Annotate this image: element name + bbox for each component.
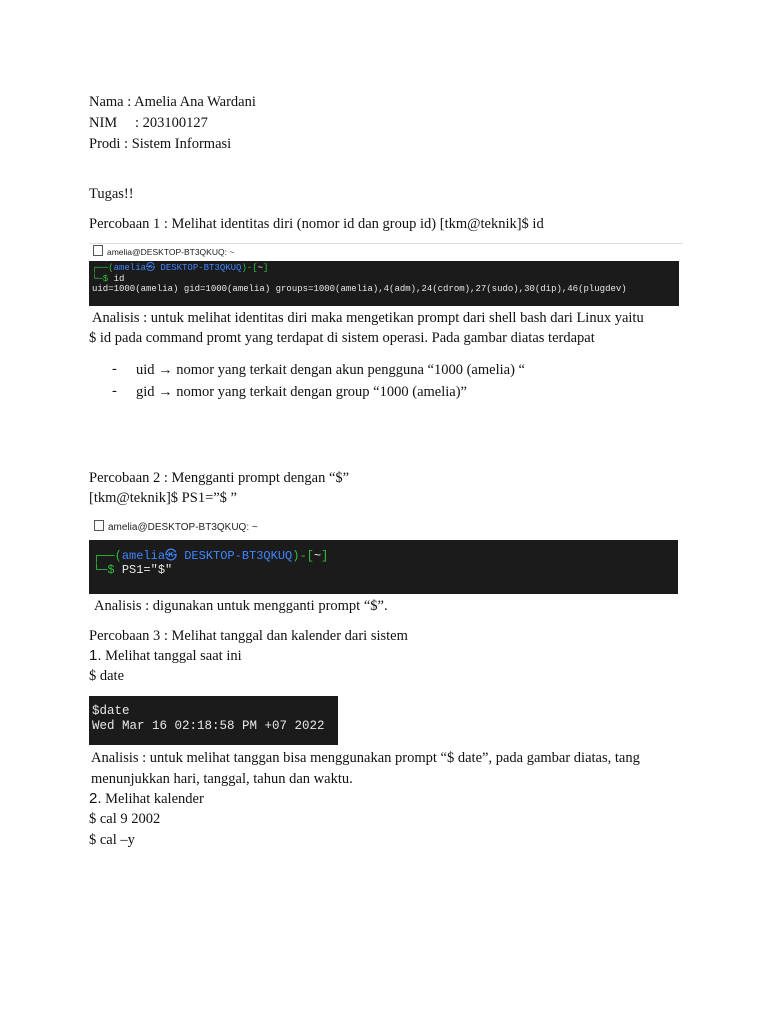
exp2-prompt-dir: ~ [313, 549, 322, 563]
exp2-term-command: PS1="$" [121, 563, 173, 577]
exp1-term-line1 [92, 263, 676, 274]
exp2-prompt-user: amelia㉿ DESKTOP-BT3QKUQ [121, 549, 293, 563]
exp1-window-titlebar [89, 243, 683, 261]
exp3-term-command: $date [92, 704, 130, 718]
exp3-step2-text: Melihat kalender [105, 791, 204, 807]
exp2-prompt-mid: )-[ [292, 549, 314, 563]
exp1-prompt-end: ] [263, 263, 269, 273]
exp2-screenshot [89, 518, 678, 594]
nim-value: : 203100127 [135, 115, 208, 131]
exp3-date-terminal [89, 696, 338, 745]
exp1-prompt-dir: ~ [257, 263, 264, 273]
exp1-term-command: id [113, 273, 125, 284]
exp3-step1-text: Melihat tanggal saat ini [105, 648, 242, 664]
exp3-step1 [89, 647, 242, 665]
terminal-window-icon [94, 520, 104, 531]
exp3-step2-command1: $ cal 9 2002 [89, 811, 161, 827]
exp2-title: Percobaan 2 : Mengganti prompt dengan “$” [89, 470, 350, 486]
exp1-title: Percobaan 1 : Melihat identitas diri (nomor id dan group id) [tkm@teknik]$ id [89, 216, 544, 232]
prodi: Prodi : Sistem Informasi [89, 136, 232, 152]
exp1-terminal [89, 261, 679, 306]
exp3-step1-command: $ date [89, 668, 125, 684]
exp1-window-title: amelia@DESKTOP-BT3QKUQ: ~ [107, 247, 235, 257]
exp3-analysis-line1: Analisis : untuk melihat tanggan bisa menggunakan prompt “$ date”, pada gambar diatas, tang [91, 750, 640, 766]
exp1-prompt-frame: ┌──( [92, 263, 114, 273]
exp2-analysis: Analisis : digunakan untuk mengganti prompt “$”. [94, 598, 388, 614]
exp2-prompt-symbol: └─$ [93, 563, 115, 577]
exp3-step1-number: 1. [89, 647, 102, 664]
exp1-term-line2 [92, 274, 676, 285]
exp1-term-output: uid=1000(amelia) gid=1000(amelia) groups=1000(amelia),4(adm),24(cdrom),27(sudo),30(dip),46(plugdev) [92, 284, 627, 294]
exp1-prompt-mid: )-[ [241, 263, 258, 273]
exp2-window-title: amelia@DESKTOP-BT3QKUQ: ~ [108, 522, 258, 533]
exp2-window-titlebar [89, 518, 683, 538]
exp2-term-line1 [93, 549, 674, 563]
exp1-bullet-gid: gid → nomor yang terkait dengan group “1000 (amelia)” [136, 384, 467, 400]
exp2-command: [tkm@teknik]$ PS1=”$ ” [89, 490, 237, 506]
exp2-prompt-frame: ┌──( [93, 549, 122, 563]
exp3-title: Percobaan 3 : Melihat tanggal dan kalender dari sistem [89, 628, 408, 644]
exp3-step2-number: 2. [89, 790, 102, 807]
exp3-term-output: Wed Mar 16 02:18:58 PM +07 2022 [92, 719, 325, 733]
task-title: Tugas!! [89, 186, 134, 202]
exp1-prompt-symbol: └─$ [92, 273, 109, 284]
exp1-screenshot [89, 243, 679, 306]
nim-label: NIM [89, 115, 118, 131]
exp3-analysis-line2: menunjukkan hari, tanggal, tahun dan waktu. [91, 771, 353, 787]
exp3-step2-command2: $ cal –y [89, 832, 135, 848]
exp1-bullet-marker: - [112, 361, 117, 377]
exp3-step2 [89, 790, 204, 808]
exp1-analysis-line2: $ id pada command promt yang terdapat di sistem operasi. Pada gambar diatas terdapat [89, 330, 595, 346]
exp2-terminal [89, 540, 678, 594]
exp1-bullet-marker: - [112, 383, 117, 399]
exp1-analysis-line1: Analisis : untuk melihat identitas diri maka mengetikan prompt dari shell bash dari Linux yaitu [92, 310, 644, 326]
exp1-bullet-uid: uid → nomor yang terkait dengan akun pengguna “1000 (amelia) “ [136, 362, 525, 378]
exp1-prompt-user: amelia㉿ DESKTOP-BT3QKUQ [113, 263, 242, 273]
exp2-prompt-end: ] [321, 549, 329, 563]
terminal-window-icon [93, 245, 103, 256]
student-name: Nama : Amelia Ana Wardani [89, 94, 256, 110]
exp2-term-line2 [93, 563, 674, 577]
